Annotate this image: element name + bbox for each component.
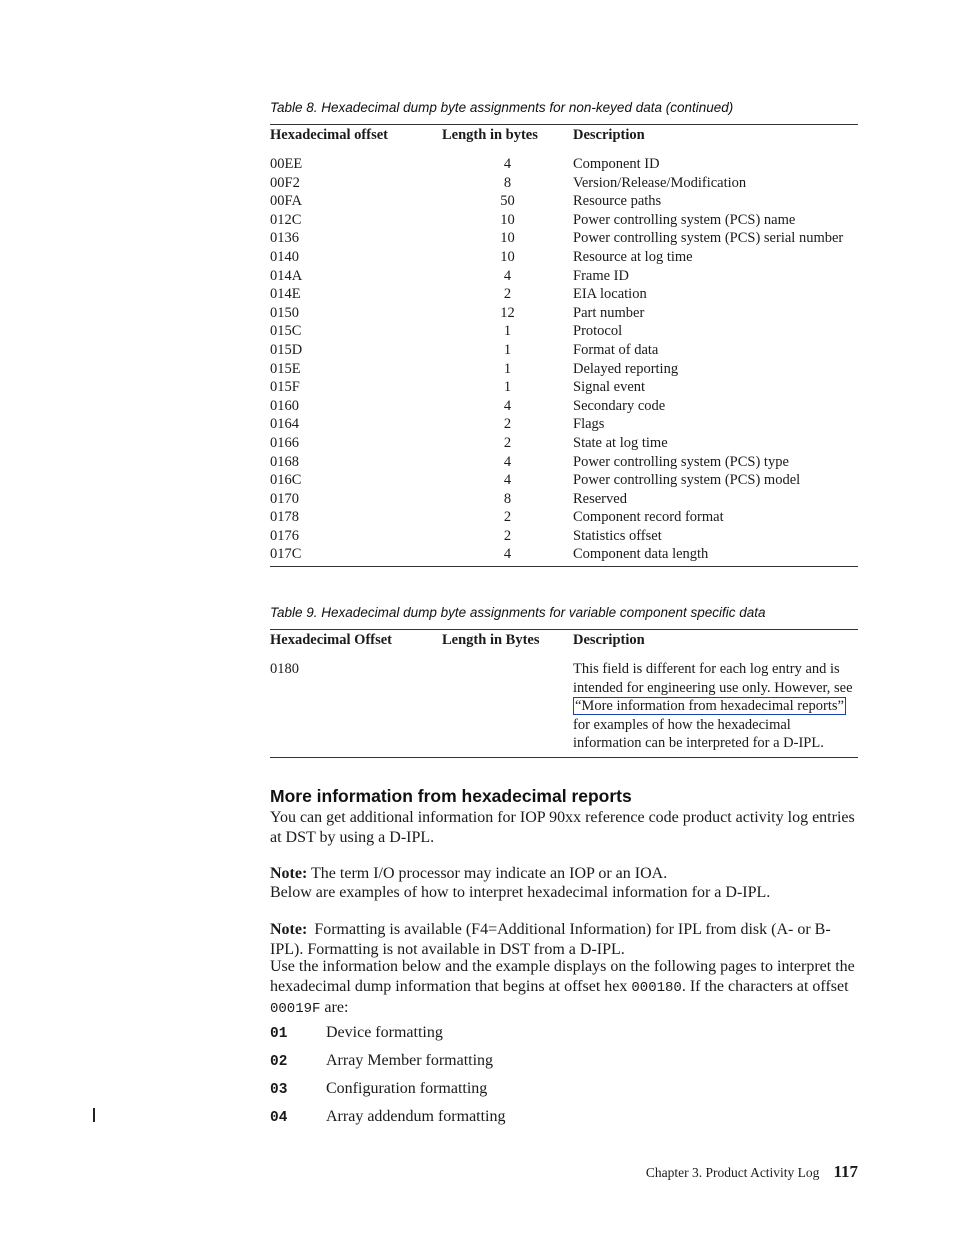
table-row — [270, 341, 858, 360]
length-cell: 10 — [500, 230, 515, 247]
table-row — [270, 490, 858, 509]
table-row — [270, 174, 858, 193]
offset-cell: 00F2 — [270, 174, 300, 191]
description-cell: Power controlling system (PCS) serial number — [573, 230, 844, 247]
length-cell: 4 — [503, 156, 512, 172]
table-row — [270, 285, 858, 304]
length-cell: 1 — [503, 379, 512, 396]
page-number: 117 — [833, 1162, 858, 1181]
format-code: 04 — [270, 1110, 288, 1126]
offset-code-2: 00019F — [270, 1001, 321, 1017]
length-cell: 4 — [503, 472, 512, 489]
offset-cell: 016C — [270, 472, 302, 489]
note-1-label: Note: — [270, 865, 308, 882]
description-cell: Secondary code — [573, 397, 666, 414]
length-cell: 4 — [503, 546, 512, 563]
description-cell: Resource paths — [573, 193, 662, 210]
table8 — [270, 124, 858, 567]
description-cell: State at log time — [573, 434, 668, 451]
table8-header-description: Description — [573, 127, 645, 143]
length-cell: 1 — [503, 323, 512, 340]
list-item — [270, 1079, 487, 1100]
table8-body — [270, 150, 858, 567]
offset-cell: 012C — [270, 211, 302, 228]
offset-cell: 0166 — [270, 434, 299, 451]
length-cell: 4 — [503, 267, 512, 284]
offset-cell: 0136 — [270, 230, 299, 247]
description-cell: Power controlling system (PCS) type — [573, 453, 789, 470]
offset-cell: 0150 — [270, 304, 299, 321]
offset-cell: 014E — [270, 286, 301, 303]
list-item — [270, 1023, 443, 1044]
table-row — [270, 267, 858, 286]
table9-offset-cell: 0180 — [270, 661, 299, 677]
description-cell: Flags — [573, 416, 605, 433]
list-item — [270, 1051, 493, 1072]
intro-paragraph: You can get additional information for IOP 90xx reference code product activity log entries at DST by using a D-IPL. — [270, 809, 855, 846]
description-cell: Format of data — [573, 341, 659, 358]
note-2 — [270, 920, 860, 959]
table8-header-row — [270, 125, 858, 151]
note-2-text: Formatting is available (F4=Additional Information) for IPL from disk (A- or B-IPL). Formatting is not available in DST from a D-IPL. — [270, 921, 831, 958]
format-code: 01 — [270, 1026, 288, 1042]
description-cell: Component record format — [573, 509, 724, 526]
table9-length-cell — [442, 655, 573, 757]
length-cell: 1 — [503, 360, 512, 377]
description-cell: EIA location — [573, 286, 647, 303]
table-row — [270, 211, 858, 230]
table-row — [270, 360, 858, 379]
table-row — [270, 527, 858, 546]
paragraph-2: Below are examples of how to interpret hexadecimal information for a D-IPL. — [270, 884, 771, 901]
length-cell: 2 — [503, 509, 512, 526]
offset-cell: 014A — [270, 267, 303, 284]
description-cell: Frame ID — [573, 267, 629, 284]
para3-text-a: Use the information below and the example displays on the following pages to interpret the hexadecimal dump information that begins at offset hex — [270, 958, 855, 995]
table-row — [270, 229, 858, 248]
list-item — [270, 1107, 506, 1128]
note-1-text: The term I/O processor may indicate an IOP or an IOA. — [311, 865, 668, 882]
description-cell: Component data length — [573, 546, 709, 563]
table-row — [270, 453, 858, 472]
length-cell: 50 — [500, 193, 515, 210]
format-code: 03 — [270, 1082, 288, 1098]
length-cell: 2 — [503, 286, 512, 303]
table-row — [270, 378, 858, 397]
offset-cell: 015E — [270, 360, 301, 377]
offset-cell: 0168 — [270, 453, 299, 470]
table-row — [270, 415, 858, 434]
format-label: Array Member formatting — [326, 1052, 494, 1069]
table9-header-length: Length in Bytes — [442, 632, 540, 648]
table8-caption: Table 8. Hexadecimal dump byte assignments for non-keyed data (continued) — [270, 100, 734, 115]
table-row — [270, 322, 858, 341]
table9 — [270, 629, 858, 758]
length-cell: 10 — [500, 211, 515, 228]
length-cell: 2 — [503, 527, 512, 544]
format-label: Array addendum formatting — [326, 1108, 506, 1125]
table-row — [270, 545, 858, 566]
offset-cell: 0178 — [270, 509, 299, 526]
table-row — [270, 150, 858, 174]
length-cell: 4 — [503, 397, 512, 414]
length-cell: 10 — [500, 248, 515, 265]
description-cell: Statistics offset — [573, 527, 662, 544]
para3-text-b: . If the characters at offset — [681, 977, 849, 995]
table9-header-offset: Hexadecimal Offset — [270, 632, 393, 648]
offset-cell: 0164 — [270, 416, 299, 433]
revision-change-bar — [93, 1108, 95, 1122]
table9-desc-before: This field is different for each log entry and is intended for engineering use only. However, see — [573, 661, 853, 696]
section-heading: More information from hexadecimal reports — [270, 786, 632, 806]
para3-text-c: are: — [320, 999, 349, 1016]
table9-caption: Table 9. Hexadecimal dump byte assignments for variable component specific data — [270, 605, 766, 620]
table9-header-description: Description — [573, 632, 645, 648]
offset-cell: 015C — [270, 323, 302, 340]
offset-cell: 0160 — [270, 397, 299, 414]
page-footer — [646, 1162, 858, 1182]
table-row — [270, 397, 858, 416]
description-cell: Version/Release/Modification — [573, 174, 747, 191]
table-row — [270, 192, 858, 211]
format-code: 02 — [270, 1054, 288, 1070]
description-cell: Reserved — [573, 490, 627, 507]
table-row — [270, 304, 858, 323]
description-cell: Power controlling system (PCS) model — [573, 472, 801, 489]
offset-cell: 0170 — [270, 490, 299, 507]
note-1 — [270, 864, 860, 884]
length-cell: 12 — [500, 304, 515, 321]
table8-header-offset: Hexadecimal offset — [270, 127, 388, 143]
table-row — [270, 248, 858, 267]
description-cell: Power controlling system (PCS) name — [573, 211, 796, 228]
offset-cell: 0176 — [270, 527, 299, 544]
format-label: Configuration formatting — [326, 1080, 488, 1097]
description-cell: Component ID — [573, 156, 660, 172]
footer-chapter: Chapter 3. Product Activity Log — [645, 1165, 820, 1180]
table-row — [270, 508, 858, 527]
length-cell: 4 — [503, 453, 512, 470]
more-info-link[interactable]: “More information from hexadecimal reports” — [575, 698, 844, 715]
length-cell: 2 — [503, 434, 512, 451]
table9-header-row — [270, 630, 858, 656]
offset-cell: 0140 — [270, 248, 299, 265]
length-cell: 1 — [503, 341, 512, 358]
paragraph-3 — [270, 957, 860, 1020]
description-cell: Protocol — [573, 323, 623, 340]
table-row — [270, 471, 858, 490]
offset-cell: 00EE — [270, 156, 303, 172]
offset-code-1: 000180 — [631, 979, 682, 996]
description-cell: Signal event — [573, 379, 646, 396]
table-row — [270, 434, 858, 453]
table9-description-cell — [573, 655, 858, 757]
offset-cell: 015F — [270, 379, 300, 396]
offset-cell: 017C — [270, 546, 302, 563]
offset-cell: 015D — [270, 341, 303, 358]
note-2-label: Note: — [270, 921, 308, 938]
description-cell: Delayed reporting — [573, 360, 679, 377]
table8-header-length: Length in bytes — [442, 127, 538, 143]
table9-desc-after: for examples of how the hexadecimal information can be interpreted for a D-IPL. — [573, 716, 824, 752]
offset-cell: 00FA — [270, 193, 302, 210]
length-cell: 8 — [503, 174, 512, 191]
length-cell: 2 — [503, 416, 512, 433]
table-row — [270, 655, 858, 757]
length-cell: 8 — [503, 490, 512, 507]
format-label: Device formatting — [326, 1024, 443, 1041]
description-cell: Resource at log time — [573, 248, 693, 265]
description-cell: Part number — [573, 304, 645, 321]
